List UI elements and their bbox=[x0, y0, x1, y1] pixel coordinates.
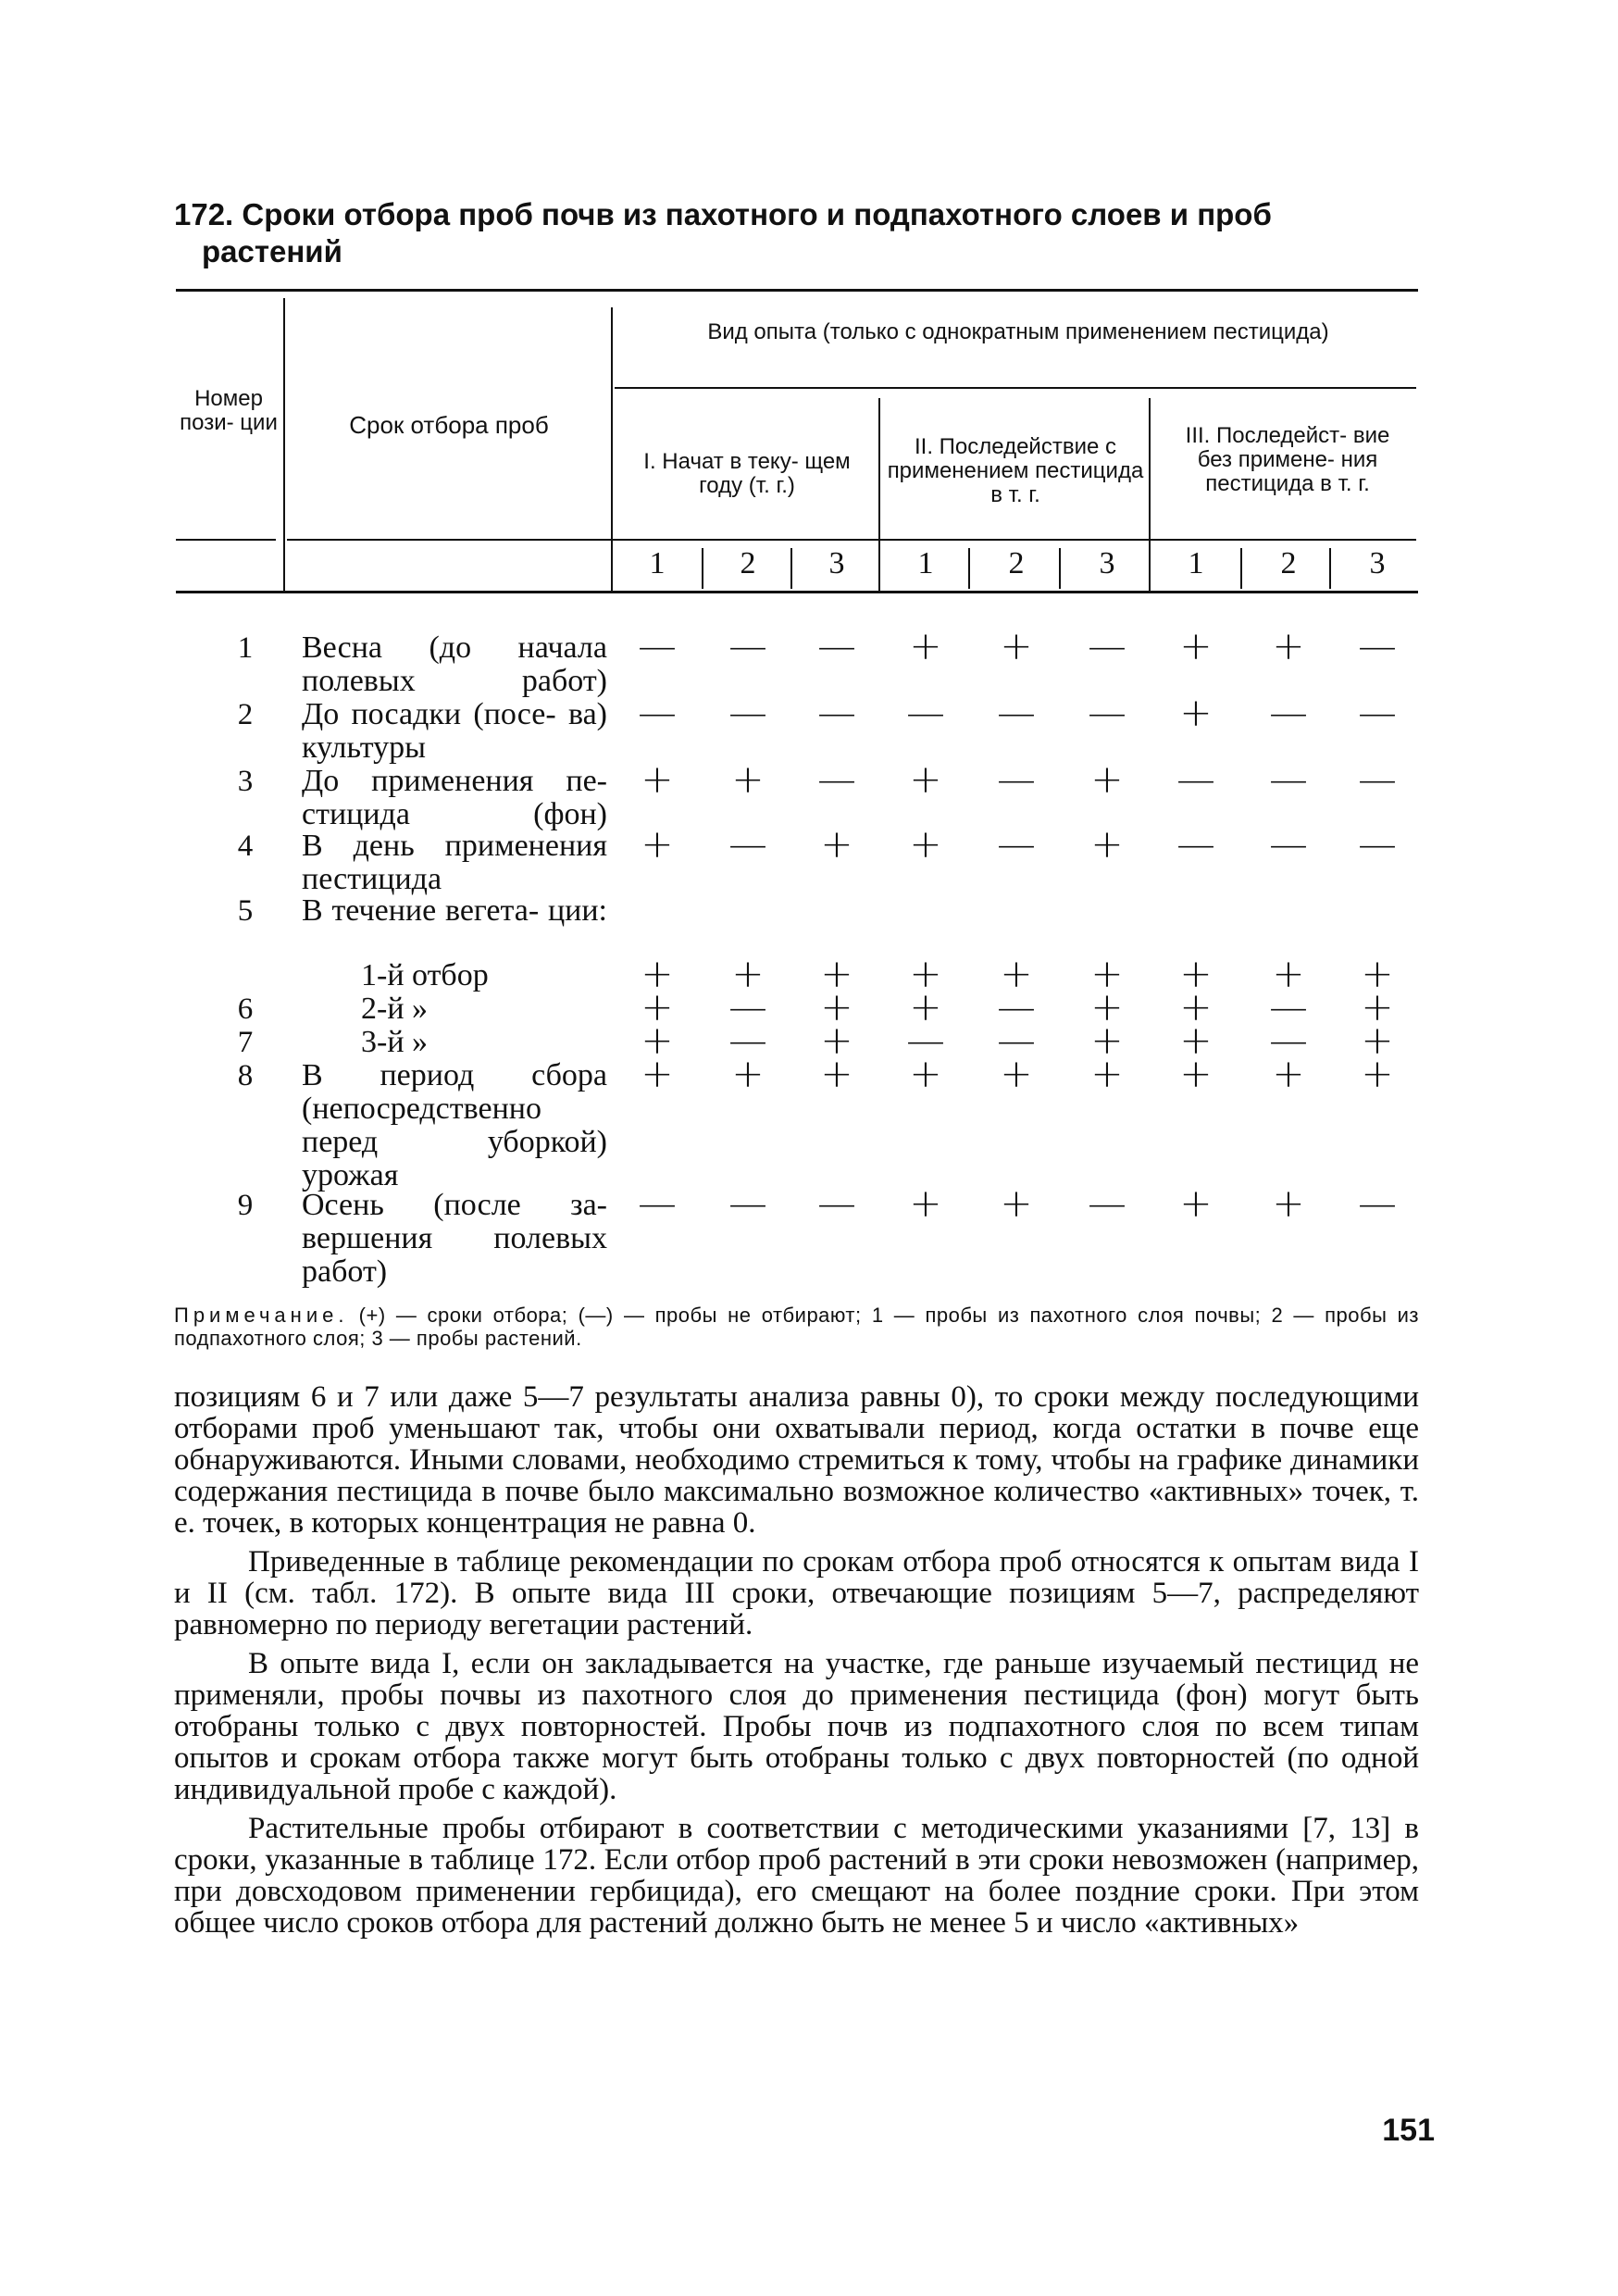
plus-mark: + bbox=[1361, 1051, 1394, 1096]
row-number: 4 bbox=[237, 830, 254, 863]
col-number: 2 bbox=[1280, 546, 1297, 580]
row-number: 9 bbox=[237, 1189, 254, 1222]
row-term bbox=[302, 1189, 607, 1289]
row-number: 6 bbox=[237, 992, 254, 1026]
plus-mark: + bbox=[1090, 756, 1124, 802]
plus-mark: + bbox=[1090, 1017, 1124, 1063]
dash-mark: — bbox=[997, 984, 1036, 1029]
plus-mark: + bbox=[1000, 1180, 1033, 1226]
plus-mark: + bbox=[1090, 1051, 1124, 1096]
row-number: 8 bbox=[237, 1059, 254, 1092]
row-number: 1 bbox=[237, 631, 254, 665]
plus-mark: + bbox=[820, 984, 853, 1029]
plus-mark: + bbox=[1272, 1051, 1305, 1096]
plus-mark: + bbox=[1272, 951, 1305, 996]
plus-mark: + bbox=[909, 984, 942, 1029]
vrule-sub2 bbox=[1149, 398, 1151, 593]
subheader-rule-right bbox=[287, 539, 1416, 541]
plus-mark: + bbox=[909, 1180, 942, 1226]
plus-mark: + bbox=[820, 951, 853, 996]
subheader-1: I. Начат в теку- щем году (т. г.) bbox=[643, 449, 851, 498]
row-number: 7 bbox=[237, 1026, 254, 1059]
dash-mark: — bbox=[1269, 756, 1308, 802]
plus-mark: + bbox=[1179, 1017, 1213, 1063]
plus-mark: + bbox=[1179, 1051, 1213, 1096]
dash-mark: — bbox=[997, 821, 1036, 867]
plus-mark: + bbox=[909, 821, 942, 867]
dash-mark: — bbox=[1176, 821, 1215, 867]
table-title-line2: растений bbox=[202, 234, 342, 268]
dash-mark: — bbox=[817, 1180, 856, 1226]
row-term bbox=[302, 830, 607, 896]
plus-mark: + bbox=[1179, 984, 1213, 1029]
plus-mark: + bbox=[1179, 1180, 1213, 1226]
dash-mark: — bbox=[1358, 821, 1397, 867]
dash-mark: — bbox=[1269, 1017, 1308, 1063]
dash-mark: — bbox=[997, 1017, 1036, 1063]
table-title-line1: 172. Сроки отбора проб почв из пахотного и подпахотного слоев и проб bbox=[174, 197, 1272, 231]
plus-mark: + bbox=[1000, 1051, 1033, 1096]
paragraph: Растительные пробы отбирают в соответствии с методическими указаниями [7, 13] в сроки, указанные в таблице 172. Если отбор проб растений в эти сроки невозможен (например, при довсходовом применении гербицида), его смещают на более поздние сроки. При этом общее число сроков отбора для растений должно быть не менее 5 и число «активных» bbox=[174, 1812, 1419, 1940]
row-term bbox=[361, 992, 602, 1026]
subheader-2: II. Последействие с применением пестицида в т. г. bbox=[887, 434, 1144, 507]
paragraph: позициям 6 и 7 или даже 5—7 результаты анализа равны 0), то сроки между последующими отборами проб уменьшают так, чтобы они охватывали период, когда остатки в почве еще обнаруживаются. Иными словами, необходимо стремиться к тому, чтобы на графике динамики содержания пестицида в почве было максимально возможное количество «активных» точек, т. е. точек, в которых концентрация не равна 0. bbox=[174, 1380, 1419, 1540]
plus-mark: + bbox=[1179, 690, 1213, 735]
plus-mark: + bbox=[731, 756, 765, 802]
vrule-c78 bbox=[1240, 548, 1242, 589]
row-term-text: В день применения пестицида bbox=[302, 829, 607, 896]
dash-mark: — bbox=[638, 690, 677, 735]
plus-mark: + bbox=[641, 1017, 674, 1063]
dash-mark: — bbox=[1088, 690, 1126, 735]
vrule-term bbox=[283, 298, 285, 593]
vrule-c56 bbox=[1059, 548, 1061, 589]
row-term-text: До посадки (посе- ва) культуры bbox=[302, 697, 607, 765]
note-text: (+) — сроки отбора; (—) — пробы не отбирают; 1 — пробы из пахотного слоя почвы; 2 — пробы из подпахотного слоя; 3 — пробы растений. bbox=[174, 1304, 1419, 1350]
dash-mark: — bbox=[1358, 756, 1397, 802]
dash-mark: — bbox=[1088, 623, 1126, 668]
dash-mark: — bbox=[728, 623, 767, 668]
dash-mark: — bbox=[728, 1017, 767, 1063]
plus-mark: + bbox=[1361, 951, 1394, 996]
row-term bbox=[302, 631, 607, 698]
col-number: 1 bbox=[917, 546, 934, 580]
dash-mark: — bbox=[728, 984, 767, 1029]
vrule-c12 bbox=[702, 548, 703, 589]
dash-mark: — bbox=[638, 1180, 677, 1226]
paragraph: В опыте вида I, если он закладывается на участке, где раньше изучаемый пестицид не применяли, пробы почвы из пахотного слоя до применения пестицида (фон) могут быть отобраны только с двух повторностей. Пробы почв из подпахотного слоя по всем типам опытов и срокам отбора также могут быть отобраны только с двух повторностей (по одной индивидуальной пробе с каждой). bbox=[174, 1647, 1419, 1806]
vrule-sub1 bbox=[878, 398, 880, 593]
vrule-c23 bbox=[790, 548, 792, 589]
plus-mark: + bbox=[641, 821, 674, 867]
plus-mark: + bbox=[1361, 984, 1394, 1029]
dash-mark: — bbox=[1358, 1180, 1397, 1226]
row-term-text: 3-й » bbox=[361, 1025, 429, 1059]
dash-mark: — bbox=[1269, 690, 1308, 735]
dash-mark: — bbox=[817, 756, 856, 802]
plus-mark: + bbox=[641, 951, 674, 996]
col-number: 1 bbox=[1188, 546, 1204, 580]
row-number: 2 bbox=[237, 698, 254, 731]
plus-mark: + bbox=[731, 1051, 765, 1096]
row-term-text: 2-й » bbox=[361, 992, 429, 1026]
dash-mark: — bbox=[728, 1180, 767, 1226]
vrule-group bbox=[611, 307, 613, 593]
row-term bbox=[361, 959, 602, 992]
dash-mark: — bbox=[1176, 756, 1215, 802]
dash-mark: — bbox=[728, 690, 767, 735]
dash-mark: — bbox=[1358, 623, 1397, 668]
vrule-c89 bbox=[1329, 548, 1331, 589]
dash-mark: — bbox=[638, 623, 677, 668]
row-term-text: Весна (до начала полевых работ) bbox=[302, 630, 607, 698]
plus-mark: + bbox=[641, 984, 674, 1029]
table-title bbox=[174, 196, 1414, 270]
plus-mark: + bbox=[1272, 623, 1305, 668]
plus-mark: + bbox=[641, 1051, 674, 1096]
row-term-text: 1-й отбор bbox=[361, 958, 489, 992]
header-bottom-rule bbox=[176, 591, 1418, 593]
plus-mark: + bbox=[820, 821, 853, 867]
page-number: 151 bbox=[1382, 2113, 1435, 2148]
table-note bbox=[174, 1304, 1419, 1350]
plus-mark: + bbox=[909, 756, 942, 802]
row-number: 5 bbox=[237, 894, 254, 928]
group-header-rule bbox=[615, 387, 1416, 389]
row-term bbox=[361, 1026, 602, 1059]
body-text bbox=[174, 1381, 1419, 1939]
header-term: Срок отбора проб bbox=[349, 411, 549, 439]
plus-mark: + bbox=[1272, 1180, 1305, 1226]
plus-mark: + bbox=[909, 951, 942, 996]
col-number: 1 bbox=[649, 546, 666, 580]
plus-mark: + bbox=[641, 756, 674, 802]
col-number: 2 bbox=[1008, 546, 1025, 580]
subheader-3: III. Последейст- вие без примене- ния пестицида в т. г. bbox=[1185, 423, 1390, 496]
row-term-text: В течение вегета- ции: bbox=[302, 893, 607, 928]
row-term-text: До применения пе- стицида (фон) bbox=[302, 764, 607, 831]
dash-mark: — bbox=[1269, 821, 1308, 867]
header-position: Номер пози- ции bbox=[180, 386, 278, 435]
col-number: 3 bbox=[828, 546, 845, 580]
row-term-text: Осень (после за- вершения полевых работ) bbox=[302, 1188, 607, 1289]
dash-mark: — bbox=[728, 821, 767, 867]
row-number: 3 bbox=[237, 765, 254, 798]
dash-mark: — bbox=[1088, 1180, 1126, 1226]
plus-mark: + bbox=[1090, 951, 1124, 996]
dash-mark: — bbox=[997, 690, 1036, 735]
dash-mark: — bbox=[906, 690, 945, 735]
plus-mark: + bbox=[1361, 1017, 1394, 1063]
row-term bbox=[302, 698, 607, 765]
vrule-c45 bbox=[968, 548, 970, 589]
paragraph: Приведенные в таблице рекомендации по срокам отбора проб относятся к опытам вида I и II (см. табл. 172). В опыте вида III сроки, отвечающие позициям 5—7, распределяют равномерно по периоду вегетации растений. bbox=[174, 1545, 1419, 1641]
col-number: 2 bbox=[740, 546, 756, 580]
header-group: Вид опыта (только с однократным применением пестицида) bbox=[707, 319, 1329, 344]
row-term bbox=[302, 1059, 607, 1192]
dash-mark: — bbox=[817, 690, 856, 735]
plus-mark: + bbox=[1090, 821, 1124, 867]
plus-mark: + bbox=[1000, 951, 1033, 996]
subheader-rule-left bbox=[176, 539, 276, 541]
row-term-text: В период сбора (непосредственно перед уборкой) урожая bbox=[302, 1058, 607, 1192]
dash-mark: — bbox=[906, 1017, 945, 1063]
row-term bbox=[302, 894, 607, 928]
row-term bbox=[302, 765, 607, 831]
plus-mark: + bbox=[1179, 951, 1213, 996]
plus-mark: + bbox=[820, 1051, 853, 1096]
plus-mark: + bbox=[820, 1017, 853, 1063]
plus-mark: + bbox=[731, 951, 765, 996]
note-label: Примечание. bbox=[174, 1304, 349, 1327]
plus-mark: + bbox=[1090, 984, 1124, 1029]
plus-mark: + bbox=[909, 623, 942, 668]
plus-mark: + bbox=[1179, 623, 1213, 668]
plus-mark: + bbox=[1000, 623, 1033, 668]
plus-mark: + bbox=[909, 1051, 942, 1096]
col-number: 3 bbox=[1099, 546, 1115, 580]
table-top-rule bbox=[176, 289, 1418, 292]
dash-mark: — bbox=[997, 756, 1036, 802]
dash-mark: — bbox=[1269, 984, 1308, 1029]
dash-mark: — bbox=[817, 623, 856, 668]
col-number: 3 bbox=[1369, 546, 1386, 580]
dash-mark: — bbox=[1358, 690, 1397, 735]
